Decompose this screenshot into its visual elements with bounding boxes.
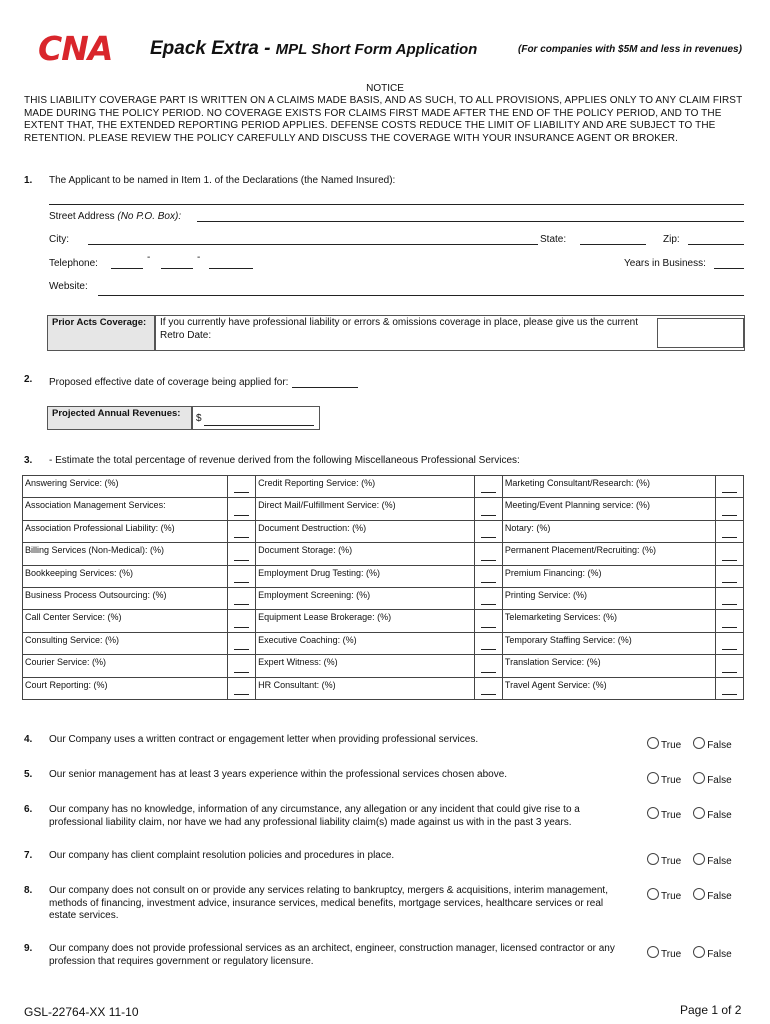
service-label: Translation Service: (%) xyxy=(502,655,715,677)
question-number: 8. xyxy=(24,885,33,896)
phone-dash-2: - xyxy=(197,252,201,263)
percent-underline xyxy=(722,492,737,493)
false-radio[interactable] xyxy=(693,891,731,902)
service-percent-field[interactable] xyxy=(716,543,744,565)
service-label: Document Destruction: (%) xyxy=(256,520,475,542)
table-row xyxy=(23,498,744,520)
true-label: True xyxy=(661,891,682,902)
service-label: Temporary Staffing Service: (%) xyxy=(502,632,715,654)
true-false-options xyxy=(647,807,732,821)
service-percent-field[interactable] xyxy=(716,498,744,520)
street-note: (No P.O. Box): xyxy=(117,211,182,222)
service-label: Expert Witness: (%) xyxy=(256,655,475,677)
service-percent-field[interactable] xyxy=(228,543,256,565)
service-label: Call Center Service: (%) xyxy=(23,610,228,632)
radio-circle-icon xyxy=(693,888,705,900)
radio-circle-icon xyxy=(693,853,705,865)
service-label: Credit Reporting Service: (%) xyxy=(256,476,475,498)
table-row xyxy=(23,543,744,565)
q1-text: The Applicant to be named in Item 1. of the Declarations (the Named Insured): xyxy=(49,175,396,186)
currency-symbol: $ xyxy=(196,413,202,424)
percent-underline xyxy=(481,537,496,538)
percent-underline xyxy=(481,515,496,516)
service-percent-field[interactable] xyxy=(475,632,503,654)
years-label: Years in Business: xyxy=(624,258,706,269)
prior-acts-label: Prior Acts Coverage: xyxy=(52,317,147,328)
table-row xyxy=(23,587,744,609)
revenues-label: Projected Annual Revenues: xyxy=(52,408,181,419)
false-label: False xyxy=(707,740,732,751)
true-radio[interactable] xyxy=(647,949,681,960)
percent-underline xyxy=(481,492,496,493)
question-number: 7. xyxy=(24,850,33,861)
phone-dash-1: - xyxy=(147,252,151,263)
service-label: Courier Service: (%) xyxy=(23,655,228,677)
service-label: Permanent Placement/Recruiting: (%) xyxy=(502,543,715,565)
radio-circle-icon xyxy=(647,772,659,784)
percent-underline xyxy=(234,672,249,673)
table-row xyxy=(23,565,744,587)
radio-circle-icon xyxy=(647,737,659,749)
percent-underline xyxy=(722,537,737,538)
percent-underline xyxy=(234,515,249,516)
service-label: Executive Coaching: (%) xyxy=(256,632,475,654)
true-radio[interactable] xyxy=(647,891,681,902)
percent-underline xyxy=(722,672,737,673)
service-percent-field[interactable] xyxy=(228,677,256,699)
phone-line-field[interactable] xyxy=(209,268,253,269)
title-sub: MPL Short Form Application xyxy=(275,41,478,58)
service-label: Premium Financing: (%) xyxy=(502,565,715,587)
service-label: Document Storage: (%) xyxy=(256,543,475,565)
false-radio[interactable] xyxy=(693,810,731,821)
form-number: GSL-22764-XX 11-10 xyxy=(24,1005,139,1019)
radio-circle-icon xyxy=(693,946,705,958)
phone-prefix-field[interactable] xyxy=(161,268,193,269)
question-text: Our company does not provide professional services as an architect, engineer, construction manager, licensed contractor or any profession that requires government or regulatory licensure. xyxy=(49,943,615,967)
service-percent-field[interactable] xyxy=(228,520,256,542)
percent-underline xyxy=(234,627,249,628)
service-label: Marketing Consultant/Research: (%) xyxy=(502,476,715,498)
service-label: Printing Service: (%) xyxy=(502,587,715,609)
percent-underline xyxy=(234,492,249,493)
service-label: Association Management Services: xyxy=(23,498,228,520)
radio-circle-icon xyxy=(647,853,659,865)
table-row xyxy=(23,520,744,542)
state-label: State: xyxy=(540,234,567,245)
service-label: Business Process Outsourcing: (%) xyxy=(23,587,228,609)
website-field[interactable] xyxy=(98,295,744,296)
percent-underline xyxy=(481,672,496,673)
radio-circle-icon xyxy=(693,772,705,784)
percent-underline xyxy=(234,537,249,538)
street-label xyxy=(49,211,181,222)
service-percent-field[interactable] xyxy=(716,610,744,632)
percent-underline xyxy=(722,582,737,583)
service-percent-field[interactable] xyxy=(475,587,503,609)
street-address-field[interactable] xyxy=(197,221,744,222)
service-percent-field[interactable] xyxy=(716,565,744,587)
percent-underline xyxy=(722,560,737,561)
zip-field[interactable] xyxy=(688,244,744,245)
true-label: True xyxy=(661,810,682,821)
service-percent-field[interactable] xyxy=(228,587,256,609)
service-label: Employment Screening: (%) xyxy=(256,587,475,609)
service-percent-field[interactable] xyxy=(475,498,503,520)
true-false-options xyxy=(647,888,732,902)
service-percent-field[interactable] xyxy=(475,610,503,632)
true-label: True xyxy=(661,775,682,786)
service-percent-field[interactable] xyxy=(716,632,744,654)
cna-logo: CNA xyxy=(38,29,113,68)
question-number: 5. xyxy=(24,769,33,780)
percent-underline xyxy=(481,649,496,650)
years-field[interactable] xyxy=(714,268,744,269)
q2-text: Proposed effective date of coverage being applied for: xyxy=(49,377,289,388)
percent-underline xyxy=(234,582,249,583)
percent-underline xyxy=(234,649,249,650)
service-label: HR Consultant: (%) xyxy=(256,677,475,699)
service-label: Bookkeeping Services: (%) xyxy=(23,565,228,587)
percent-underline xyxy=(722,515,737,516)
service-label: Equipment Lease Brokerage: (%) xyxy=(256,610,475,632)
question-text: Our senior management has at least 3 years experience within the professional services chosen above. xyxy=(49,769,508,780)
true-radio[interactable] xyxy=(647,775,681,786)
service-percent-field[interactable] xyxy=(475,677,503,699)
true-radio[interactable] xyxy=(647,740,681,751)
true-radio[interactable] xyxy=(647,810,681,821)
page-number: Page 1 of 2 xyxy=(680,1003,742,1017)
state-field[interactable] xyxy=(580,244,646,245)
city-field[interactable] xyxy=(88,244,538,245)
service-percent-field[interactable] xyxy=(475,476,503,498)
question-number: 9. xyxy=(24,943,33,954)
service-label: Meeting/Event Planning service: (%) xyxy=(502,498,715,520)
service-percent-field[interactable] xyxy=(228,632,256,654)
city-label: City: xyxy=(49,234,69,245)
true-label: True xyxy=(661,856,682,867)
notice-heading: NOTICE xyxy=(366,83,404,94)
false-label: False xyxy=(707,891,732,902)
true-false-options xyxy=(647,772,732,786)
service-label: Telemarketing Services: (%) xyxy=(502,610,715,632)
revenue-note: (For companies with $5M and less in revenues) xyxy=(518,44,742,55)
question-text: Our company has client complaint resolution policies and procedures in place. xyxy=(49,850,395,861)
true-radio[interactable] xyxy=(647,856,681,867)
service-label: Billing Services (Non-Medical): (%) xyxy=(23,543,228,565)
service-percent-field[interactable] xyxy=(228,610,256,632)
service-label: Travel Agent Service: (%) xyxy=(502,677,715,699)
true-false-options xyxy=(647,946,732,960)
service-percent-field[interactable] xyxy=(475,655,503,677)
percent-underline xyxy=(481,582,496,583)
service-percent-field[interactable] xyxy=(475,565,503,587)
phone-area-field[interactable] xyxy=(111,268,143,269)
percent-underline xyxy=(481,604,496,605)
service-label: Direct Mail/Fulfillment Service: (%) xyxy=(256,498,475,520)
notice-body: THIS LIABILITY COVERAGE PART IS WRITTEN ON A CLAIMS MADE BASIS, AND AS SUCH, TO ALL PROVISIONS, APPLIES ONLY TO ANY CLAIM FIRST MADE DURING THE POLICY PERIOD. NO COVERAGE EXISTS FOR CLAIMS FIRST MADE AFTER THE END OF THE POLICY PERIOD, AND TO THE EXTENT THAT, THE EXTENDED REPORTING PERIOD APPLIES. DEFENSE COSTS REDUCE THE LIMIT OF LIABILITY AND ARE SUBJECT TO THE RETENTION. PLEASE REVIEW THE POLICY CAREFULLY AND DISCUSS THE COVERAGE WITH YOUR INSURANCE AGENT OR BROKER. xyxy=(24,95,743,144)
website-label: Website: xyxy=(49,281,88,292)
revenues-box xyxy=(192,406,320,430)
services-table xyxy=(22,475,744,700)
false-radio[interactable] xyxy=(693,856,731,867)
telephone-label: Telephone: xyxy=(49,258,98,269)
service-percent-field[interactable] xyxy=(228,476,256,498)
percent-underline xyxy=(481,560,496,561)
service-label: Court Reporting: (%) xyxy=(23,677,228,699)
question-number: 6. xyxy=(24,804,33,815)
percent-underline xyxy=(722,627,737,628)
page-title xyxy=(150,38,477,60)
percent-underline xyxy=(722,649,737,650)
retro-date-field[interactable] xyxy=(657,318,744,348)
percent-underline xyxy=(234,560,249,561)
percent-underline xyxy=(234,604,249,605)
service-percent-field[interactable] xyxy=(716,677,744,699)
percent-underline xyxy=(722,694,737,695)
radio-circle-icon xyxy=(647,888,659,900)
service-percent-field[interactable] xyxy=(228,655,256,677)
service-percent-field[interactable] xyxy=(716,476,744,498)
radio-circle-icon xyxy=(693,807,705,819)
true-label: True xyxy=(661,740,682,751)
question-text: Our company has no knowledge, information of any circumstance, any allegation or any incident that could give rise to a professional liability claim, nor have we had any professional liability claim(s) made against us with in the past 3 years. xyxy=(49,804,580,828)
q1-number: 1. xyxy=(24,175,33,186)
q3-text: - Estimate the total percentage of revenue derived from the following Miscellaneous Professional Services: xyxy=(49,455,520,466)
false-label: False xyxy=(707,856,732,867)
revenues-field[interactable] xyxy=(204,425,314,426)
service-label: Consulting Service: (%) xyxy=(23,632,228,654)
service-label: Answering Service: (%) xyxy=(23,476,228,498)
service-percent-field[interactable] xyxy=(475,543,503,565)
false-label: False xyxy=(707,810,732,821)
service-label: Notary: (%) xyxy=(502,520,715,542)
zip-label: Zip: xyxy=(663,234,680,245)
service-percent-field[interactable] xyxy=(716,655,744,677)
service-percent-field[interactable] xyxy=(228,565,256,587)
false-label: False xyxy=(707,949,732,960)
percent-underline xyxy=(481,694,496,695)
table-row xyxy=(23,632,744,654)
radio-circle-icon xyxy=(647,807,659,819)
radio-circle-icon xyxy=(693,737,705,749)
true-false-options xyxy=(647,737,732,751)
table-row xyxy=(23,677,744,699)
prior-acts-text: If you currently have professional liability or errors & omissions coverage in place, please give us the current Retro Date: xyxy=(160,317,639,341)
service-label: Employment Drug Testing: (%) xyxy=(256,565,475,587)
q2-number: 2. xyxy=(24,374,33,385)
question-text: Our company does not consult on or provide any services relating to bankruptcy, mergers & acquisitions, interim management, methods of financing, investment advice, insurance services, medical benefits, mortgage services, healthcare services or real estate services. xyxy=(49,885,608,921)
q3-number: 3. xyxy=(24,455,33,466)
percent-underline xyxy=(722,604,737,605)
table-row xyxy=(23,655,744,677)
table-row xyxy=(23,476,744,498)
service-percent-field[interactable] xyxy=(716,520,744,542)
service-label: Association Professional Liability: (%) xyxy=(23,520,228,542)
false-label: False xyxy=(707,775,732,786)
table-row xyxy=(23,610,744,632)
effective-date-field[interactable] xyxy=(292,387,358,388)
title-main: Epack Extra - xyxy=(150,38,276,59)
service-percent-field[interactable] xyxy=(475,520,503,542)
false-radio[interactable] xyxy=(693,775,731,786)
street-label-text: Street Address xyxy=(49,211,115,222)
true-false-options xyxy=(647,853,732,867)
true-label: True xyxy=(661,949,682,960)
named-insured-field[interactable] xyxy=(49,204,744,205)
question-text: Our Company uses a written contract or engagement letter when providing professional services. xyxy=(49,734,479,745)
service-percent-field[interactable] xyxy=(228,498,256,520)
false-radio[interactable] xyxy=(693,949,731,960)
question-number: 4. xyxy=(24,734,33,745)
percent-underline xyxy=(481,627,496,628)
false-radio[interactable] xyxy=(693,740,731,751)
radio-circle-icon xyxy=(647,946,659,958)
percent-underline xyxy=(234,694,249,695)
service-percent-field[interactable] xyxy=(716,587,744,609)
